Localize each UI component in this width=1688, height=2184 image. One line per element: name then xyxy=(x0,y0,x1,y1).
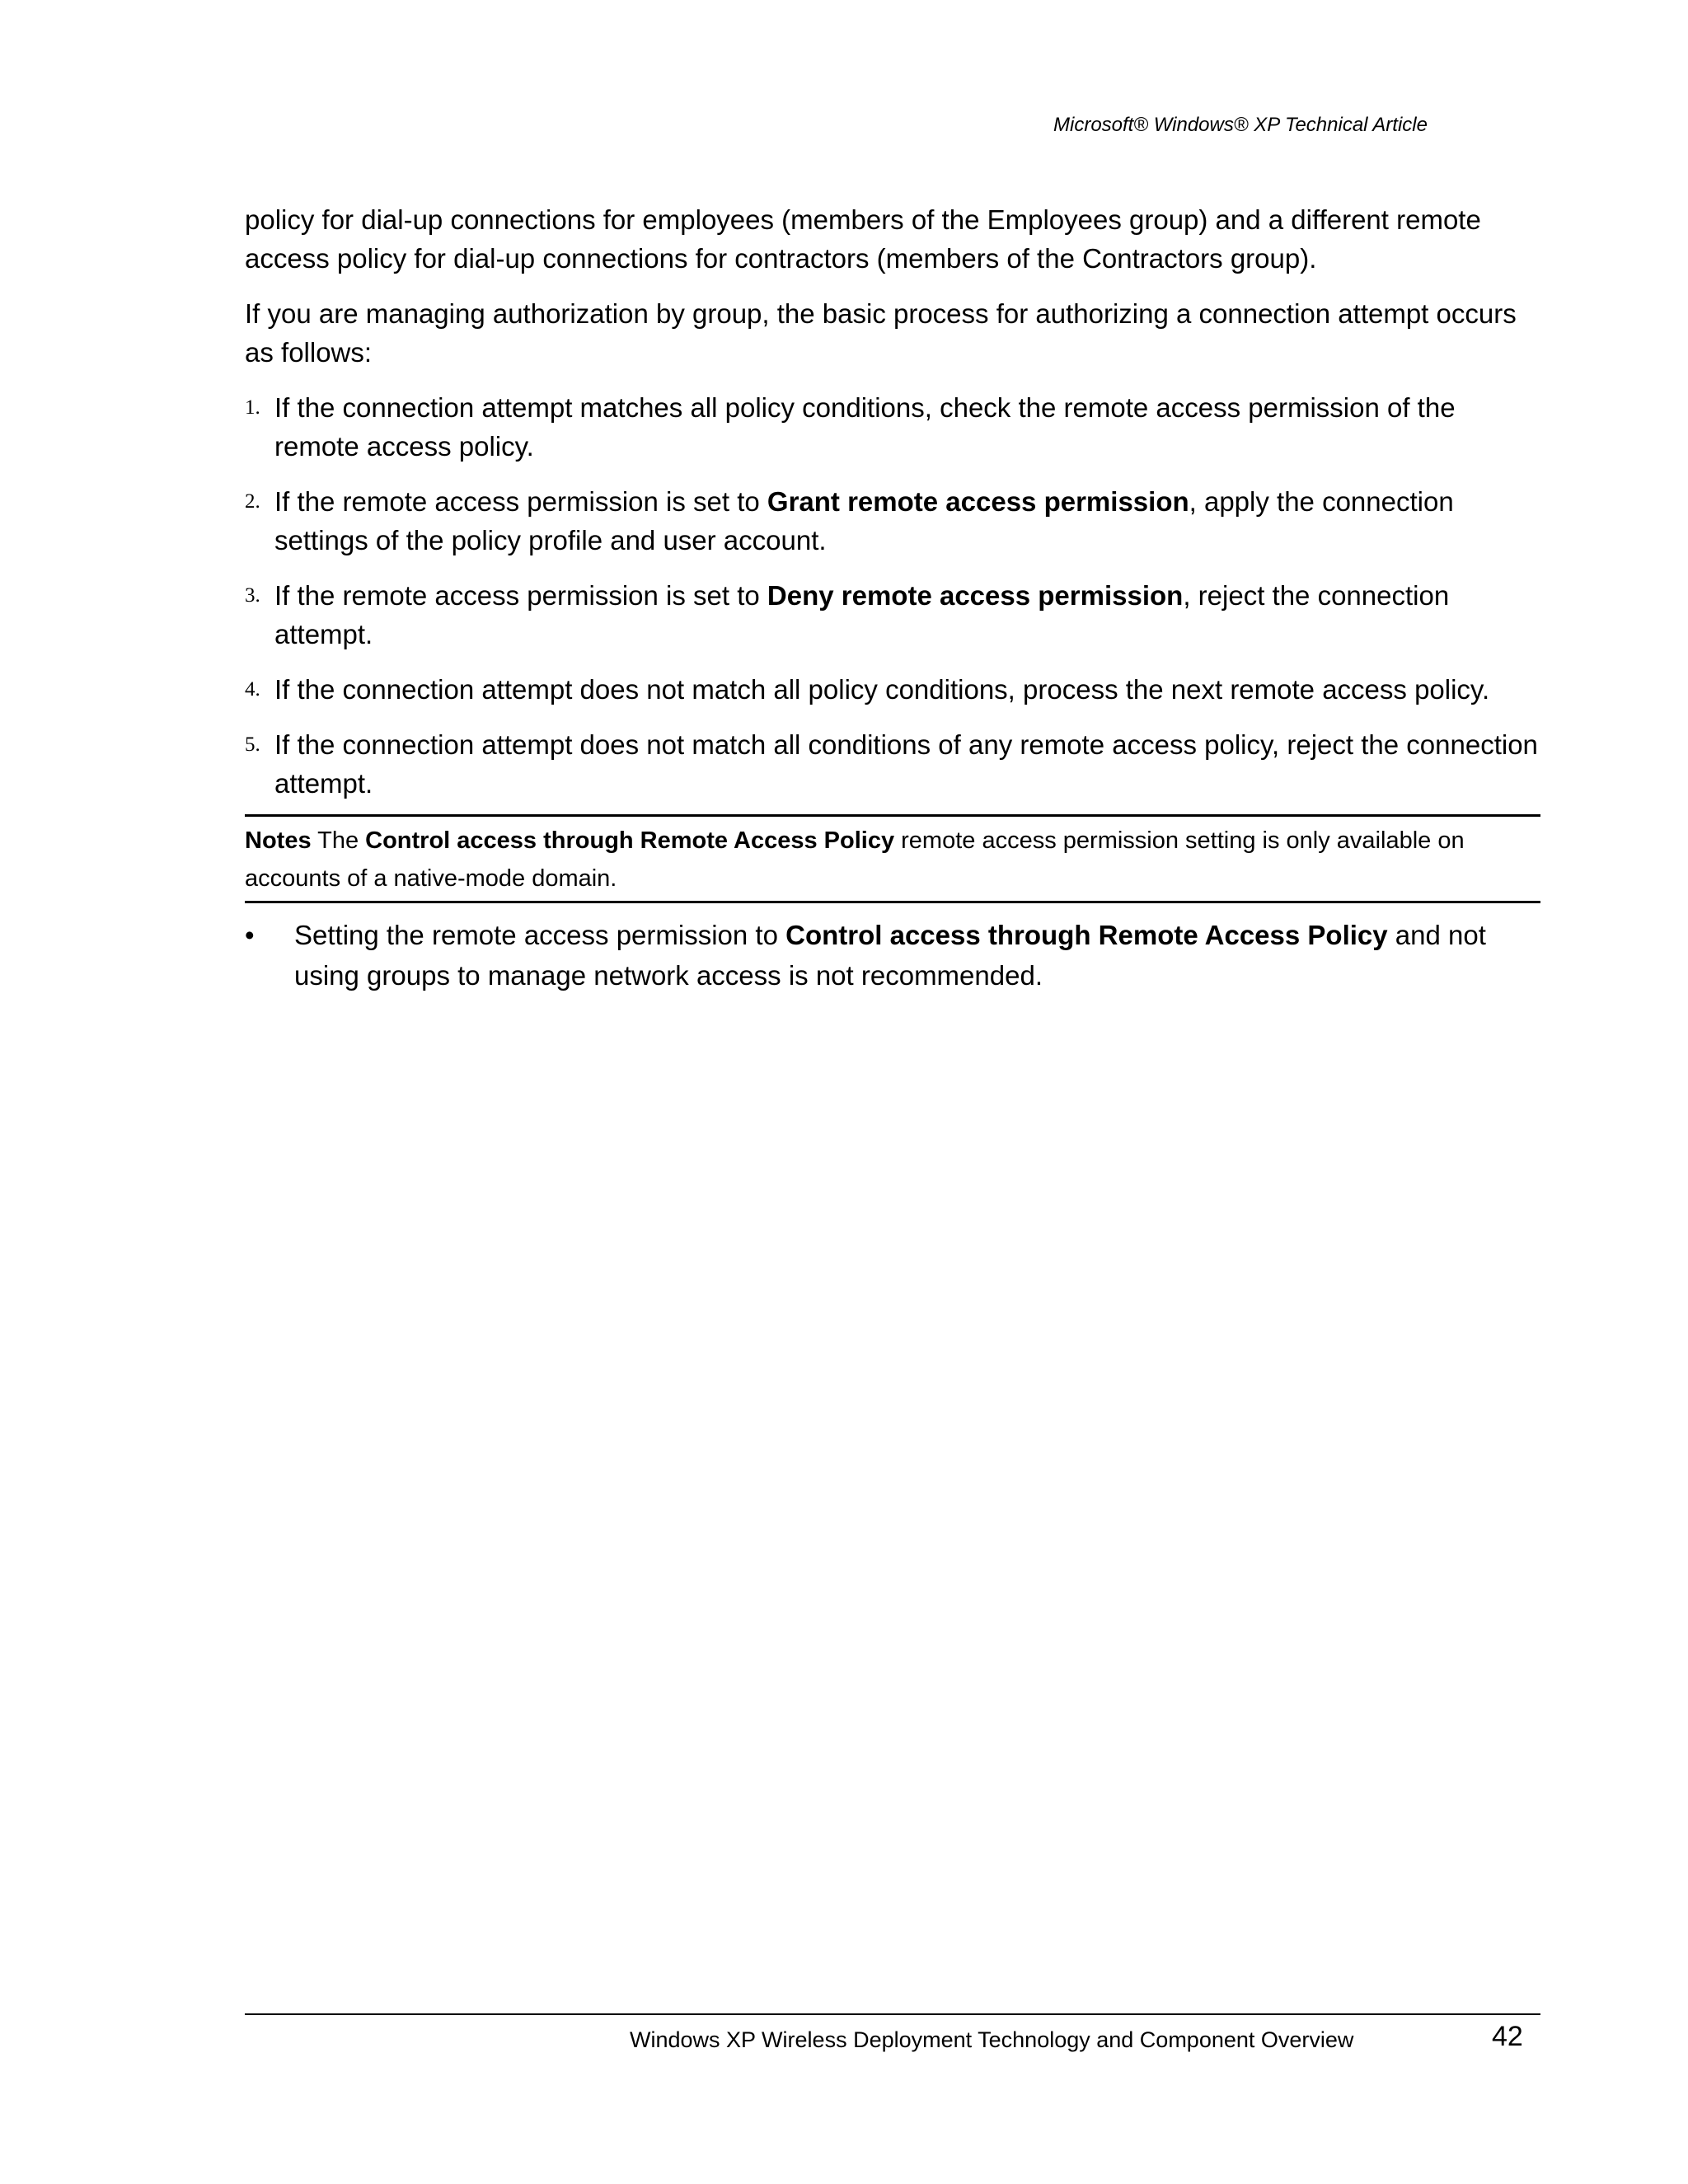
body-paragraph-1: policy for dial-up connections for employees (members of the Employees group) and a different remote access policy for dial-up connections for contractors (members of the Contractors group). xyxy=(245,204,1481,274)
list-item xyxy=(245,482,1540,560)
list-item-text: If the connection attempt matches all policy conditions, check the remote access permission of the remote access policy. xyxy=(274,392,1456,462)
footer-document-title: Windows XP Wireless Deployment Technology and Component Overview xyxy=(630,2027,1354,2052)
bullet-bold-term: Control access through Remote Access Policy xyxy=(785,920,1388,950)
list-item xyxy=(245,388,1540,466)
notes-box xyxy=(245,814,1540,903)
bullet-list-item xyxy=(245,915,1540,996)
list-item-text-before: If the remote access permission is set to xyxy=(274,486,767,517)
list-item-bold-term: Deny remote access permission xyxy=(767,580,1184,611)
list-item-text-after: , reject the connection attempt. xyxy=(274,580,1450,649)
notes-bold-term: Control access through Remote Access Policy xyxy=(365,827,895,854)
list-item-number: 5. xyxy=(245,733,260,756)
body-paragraph-2: If you are managing authorization by group, the basic process for authorizing a connection attempt occurs as follows: xyxy=(245,298,1517,368)
page-content xyxy=(245,200,1540,996)
page-number: 42 xyxy=(1492,2021,1523,2052)
list-item-text: If the connection attempt does not match all policy conditions, process the next remote access policy. xyxy=(274,674,1490,705)
list-item-number: 1. xyxy=(245,396,260,419)
bullet-text-after: and not using groups to manage network access is not recommended. xyxy=(294,920,1486,991)
notes-label: Notes xyxy=(245,827,312,854)
footer-divider xyxy=(245,2013,1540,2015)
list-item-text-before: If the remote access permission is set to xyxy=(274,580,767,611)
list-item-number: 2. xyxy=(245,490,260,513)
bullet-text-before: Setting the remote access permission to xyxy=(294,920,786,950)
authorization-steps-list xyxy=(245,388,1540,803)
notes-text-before: The xyxy=(311,827,366,854)
list-item-number: 4. xyxy=(245,678,260,701)
notes-text-after: remote access permission setting is only available on accounts of a native-mode domain. xyxy=(245,827,1465,892)
list-item xyxy=(245,670,1540,709)
running-header: Microsoft® Windows® XP Technical Article xyxy=(1053,114,1428,136)
list-item xyxy=(245,576,1540,654)
list-item-text-after: , apply the connection settings of the policy profile and user account. xyxy=(274,486,1454,555)
bullet-icon: • xyxy=(245,920,255,950)
list-item-text: If the connection attempt does not match all conditions of any remote access policy, reject the connection attempt. xyxy=(274,729,1538,799)
list-item xyxy=(245,725,1540,803)
list-item-bold-term: Grant remote access permission xyxy=(767,486,1189,517)
list-item-number: 3. xyxy=(245,584,260,607)
